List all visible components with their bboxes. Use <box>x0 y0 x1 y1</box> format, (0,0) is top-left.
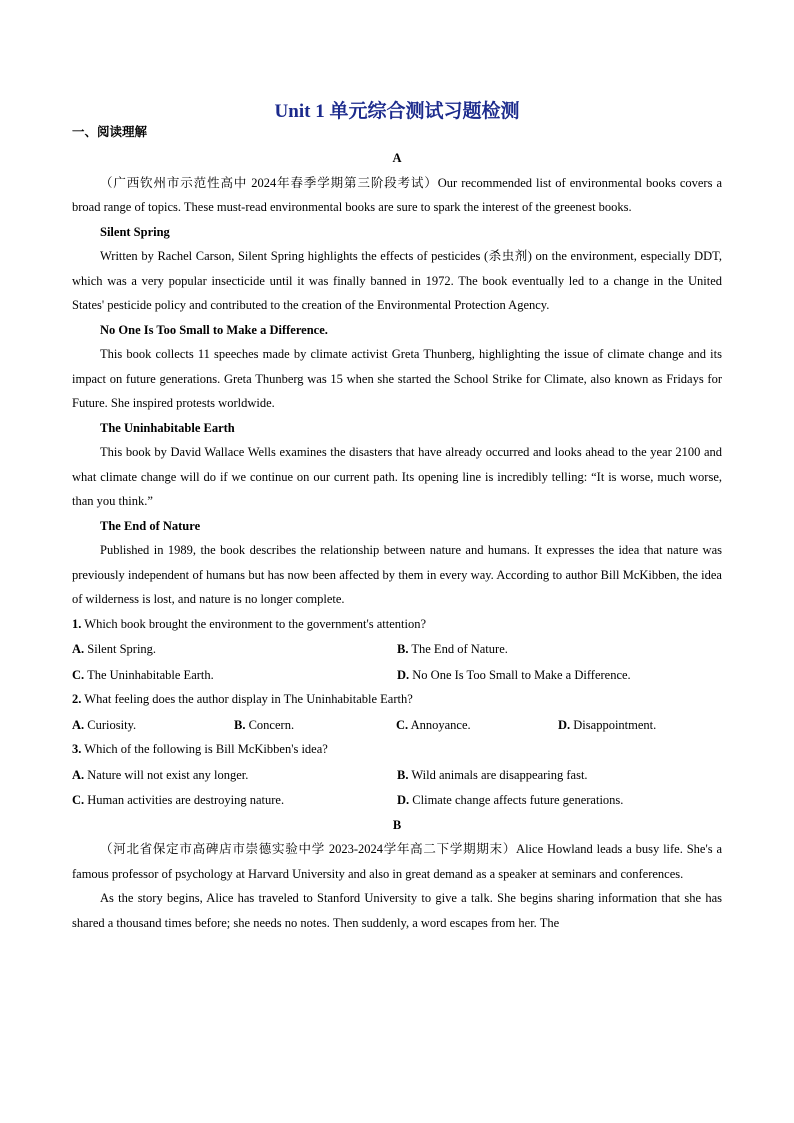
option-text: Curiosity. <box>87 717 137 732</box>
option-letter: B. <box>397 642 409 656</box>
question <box>72 737 722 762</box>
option <box>234 713 396 738</box>
options-row <box>72 713 722 738</box>
passage-b-label: B <box>392 817 402 832</box>
question <box>72 687 722 712</box>
book-text: This book collects 11 speeches made by climate activist Greta Thunberg, highlighting the issue of climate change and its impact on future generations. Greta Thunberg was 15 when she started the School Strike for Climate, also known as Fridays for Future. She inspired protests worldwide. <box>72 347 722 410</box>
document-body <box>72 146 722 935</box>
book-title: No One Is Too Small to Make a Difference. <box>100 322 328 337</box>
book-title: The Uninhabitable Earth <box>100 420 235 435</box>
option <box>397 663 722 688</box>
option-letter: A. <box>72 717 85 732</box>
option <box>558 713 720 738</box>
option-text: Human activities are destroying nature. <box>87 793 285 807</box>
question-text: What feeling does the author display in The Uninhabitable Earth? <box>84 692 413 706</box>
option <box>397 788 722 813</box>
option-letter: A. <box>72 642 85 656</box>
option-letter: A. <box>72 767 85 782</box>
option-letter: C. <box>72 793 85 807</box>
book-title: The End of Nature <box>100 518 201 533</box>
book-text: Written by Rachel Carson, Silent Spring highlights the effects of pesticides (杀虫剂) on the environment, especially DDT, which was a very popular insecticide until it was finally banned in 1972. The book eventually led to a change in the United States' pesticide policy and contributed to the creation of the Environmental Protection Agency. <box>72 249 722 312</box>
option <box>72 763 397 788</box>
option-letter: D. <box>397 793 410 807</box>
option <box>72 663 397 688</box>
option-letter: B. <box>397 767 409 782</box>
options-row <box>72 788 722 813</box>
option-letter: C. <box>396 717 409 732</box>
book-title: Silent Spring <box>100 224 170 239</box>
option-text: Concern. <box>248 717 295 732</box>
passage-b-paragraph: As the story begins, Alice has traveled to Stanford University to give a talk. She begins sharing information that she has shared a thousand times before; she needs no notes. Then suddenly, a word escapes from her. The <box>72 891 722 930</box>
page-title: Unit 1 单元综合测试习题检测 <box>274 101 520 122</box>
option-text: Annoyance. <box>410 717 471 732</box>
option <box>72 637 397 662</box>
question <box>72 612 722 637</box>
option-letter: C. <box>72 667 85 682</box>
option-text: The End of Nature. <box>411 642 508 656</box>
option <box>396 713 558 738</box>
question-number: 3. <box>72 742 82 756</box>
option-text: Wild animals are disappearing fast. <box>411 767 588 782</box>
option-text: Disappointment. <box>573 717 657 732</box>
book-text: This book by David Wallace Wells examines the disasters that have already occurred and looks ahead to the year 2100 and what climate change will do if we continue on our current path. Its opening line is incredibly telling: “It is worse, much worse, than you think.” <box>72 445 722 508</box>
options-row <box>72 637 722 662</box>
option-letter: D. <box>397 667 410 682</box>
question-number: 1. <box>72 616 82 631</box>
question-text: Which of the following is Bill McKibben's idea? <box>84 742 328 756</box>
option <box>72 788 397 813</box>
option-text: No One Is Too Small to Make a Difference. <box>412 667 631 682</box>
passage-b-intro: （河北省保定市高碑店市崇德实验中学 2023-2024学年高二下学期期末）Alice Howland leads a busy life. She's a famous professor of psychology at Harvard University and also in great demand as a speaker at seminars and conferences. <box>72 842 722 881</box>
options-row <box>72 663 722 688</box>
option <box>72 713 234 738</box>
option-text: Nature will not exist any longer. <box>87 767 249 782</box>
option-text: Climate change affects future generations. <box>412 793 624 807</box>
question-text: Which book brought the environment to the government's attention? <box>84 616 427 631</box>
option <box>397 763 722 788</box>
passage-a-intro: （广西钦州市示范性高中 2024年春季学期第三阶段考试）Our recommended list of environmental books covers a broad range of topics. These must-read environmental books are sure to spark the interest of the greenest books. <box>72 175 722 214</box>
option-text: Silent Spring. <box>87 642 157 656</box>
section-heading: 一、阅读理解 <box>72 124 148 139</box>
passage-a-label: A <box>392 151 402 165</box>
option-text: The Uninhabitable Earth. <box>87 667 214 682</box>
book-text: Published in 1989, the book describes the relationship between nature and humans. It expresses the idea that nature was previously independent of humans but has now been affected by them in every way. According to author Bill McKibben, the idea of wilderness is lost, and nature is no longer complete. <box>72 543 722 606</box>
question-number: 2. <box>72 692 82 706</box>
option-letter: B. <box>234 717 246 732</box>
option <box>397 637 722 662</box>
options-row <box>72 763 722 788</box>
option-letter: D. <box>558 717 571 732</box>
